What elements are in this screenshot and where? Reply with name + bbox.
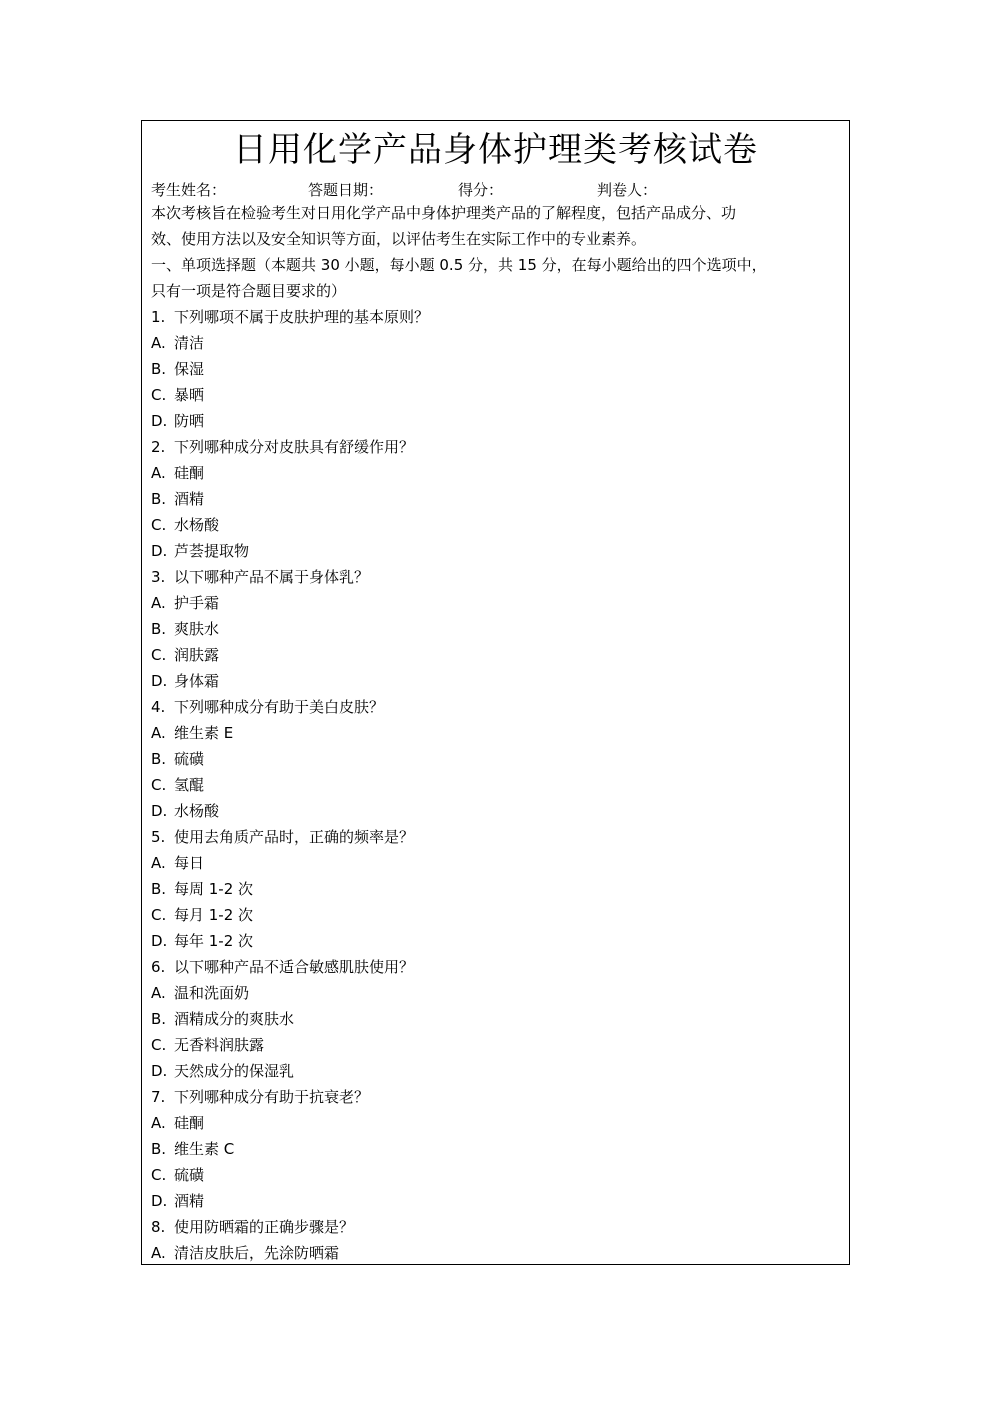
question-item [151, 1084, 369, 1110]
option-item [151, 1136, 234, 1162]
option-letter: D. [151, 932, 168, 950]
option-text: 维生素 C [174, 1140, 235, 1158]
option-text: 每周 1-2 次 [174, 880, 254, 898]
question-item [151, 1214, 354, 1240]
option-item [151, 850, 204, 876]
answer-date-label: 答题日期： [308, 181, 384, 199]
option-text: 每年 1-2 次 [174, 932, 254, 950]
option-letter: D. [151, 1062, 168, 1080]
question-item [151, 434, 414, 460]
option-letter: A. [151, 984, 166, 1002]
option-item [151, 928, 253, 954]
question-item [151, 304, 429, 330]
option-text: 氢醌 [174, 776, 205, 794]
option-item [151, 980, 249, 1006]
option-text: 身体霜 [174, 672, 220, 690]
option-item [151, 1162, 204, 1188]
option-text: 硅酮 [174, 1114, 205, 1132]
option-letter: C. [151, 776, 167, 794]
score-label: 得分： [458, 181, 504, 199]
option-item [151, 590, 219, 616]
question-number: 5. [151, 828, 166, 846]
option-text: 润肤露 [174, 646, 220, 664]
option-item [151, 1240, 339, 1266]
option-text: 维生素 E [174, 724, 234, 742]
option-item [151, 668, 219, 694]
option-item [151, 460, 204, 486]
option-text: 暴晒 [174, 386, 205, 404]
option-item [151, 1110, 204, 1136]
question-number: 7. [151, 1088, 166, 1106]
option-letter: A. [151, 464, 166, 482]
option-text: 酒精 [174, 1192, 205, 1210]
option-item [151, 798, 219, 824]
option-letter: D. [151, 672, 168, 690]
option-letter: B. [151, 750, 167, 768]
option-text: 酒精成分的爽肤水 [174, 1010, 295, 1028]
option-item [151, 1058, 294, 1084]
section-heading-line-2: 只有一项是符合题目要求的） [151, 282, 347, 300]
option-item [151, 356, 204, 382]
option-text: 芦荟提取物 [174, 542, 250, 560]
option-item [151, 1006, 294, 1032]
option-letter: B. [151, 1010, 167, 1028]
question-number: 1. [151, 308, 166, 326]
option-item [151, 642, 219, 668]
option-letter: A. [151, 1244, 166, 1262]
option-item [151, 772, 204, 798]
question-text: 下列哪种成分有助于美白皮肤？ [174, 698, 385, 716]
option-text: 爽肤水 [174, 620, 220, 638]
option-letter: C. [151, 646, 167, 664]
option-item [151, 876, 253, 902]
question-number: 2. [151, 438, 166, 456]
question-number: 6. [151, 958, 166, 976]
option-text: 温和洗面奶 [174, 984, 250, 1002]
question-text: 下列哪种成分有助于抗衰老？ [174, 1088, 370, 1106]
question-text: 以下哪种产品不适合敏感肌肤使用？ [174, 958, 415, 976]
option-text: 护手霜 [174, 594, 220, 612]
option-text: 硅酮 [174, 464, 205, 482]
question-item [151, 694, 384, 720]
option-item [151, 408, 204, 434]
question-item [151, 824, 414, 850]
option-text: 每月 1-2 次 [174, 906, 254, 924]
option-text: 水杨酸 [174, 802, 220, 820]
option-text: 保湿 [174, 360, 205, 378]
question-number: 8. [151, 1218, 166, 1236]
question-text: 以下哪种产品不属于身体乳？ [174, 568, 370, 586]
intro-line-1: 本次考核旨在检验考生对日用化学产品中身体护理类产品的了解程度，包括产品成分、功 [151, 204, 737, 222]
option-letter: D. [151, 802, 168, 820]
option-letter: A. [151, 724, 166, 742]
option-letter: A. [151, 854, 166, 872]
option-letter: A. [151, 334, 166, 352]
option-text: 天然成分的保湿乳 [174, 1062, 295, 1080]
option-letter: D. [151, 542, 168, 560]
exam-sheet [141, 120, 850, 1265]
option-item [151, 330, 204, 356]
option-item [151, 616, 219, 642]
option-letter: A. [151, 1114, 166, 1132]
section-heading-line-1: 一、单项选择题（本题共 30 小题，每小题 0.5 分，共 15 分，在每小题给出的四个选项中， [151, 256, 767, 274]
option-item [151, 746, 204, 772]
option-item [151, 486, 204, 512]
option-letter: C. [151, 386, 167, 404]
option-item [151, 902, 253, 928]
intro-line-2: 效、使用方法以及安全知识等方面，以评估考生在实际工作中的专业素养。 [151, 230, 647, 248]
option-item [151, 538, 249, 564]
option-text: 硫磺 [174, 750, 205, 768]
option-letter: D. [151, 412, 168, 430]
option-letter: B. [151, 880, 167, 898]
option-text: 清洁皮肤后，先涂防晒霜 [174, 1244, 340, 1262]
option-text: 无香料润肤露 [174, 1036, 265, 1054]
option-letter: B. [151, 490, 167, 508]
option-letter: D. [151, 1192, 168, 1210]
option-letter: B. [151, 360, 167, 378]
option-text: 硫磺 [174, 1166, 205, 1184]
question-text: 使用去角质产品时，正确的频率是？ [174, 828, 415, 846]
option-item [151, 1032, 264, 1058]
option-item [151, 1188, 204, 1214]
option-text: 水杨酸 [174, 516, 220, 534]
candidate-name-label: 考生姓名： [151, 181, 227, 199]
option-letter: B. [151, 620, 167, 638]
question-text: 下列哪种成分对皮肤具有舒缓作用？ [174, 438, 415, 456]
option-item [151, 512, 219, 538]
option-item [151, 382, 204, 408]
question-item [151, 564, 369, 590]
option-letter: C. [151, 1166, 167, 1184]
option-text: 防晒 [174, 412, 205, 430]
option-letter: C. [151, 1036, 167, 1054]
question-text: 使用防晒霜的正确步骤是？ [174, 1218, 355, 1236]
option-letter: B. [151, 1140, 167, 1158]
option-text: 酒精 [174, 490, 205, 508]
question-text: 下列哪项不属于皮肤护理的基本原则？ [174, 308, 430, 326]
option-text: 每日 [174, 854, 205, 872]
option-letter: A. [151, 594, 166, 612]
grader-label: 判卷人： [597, 181, 658, 199]
option-letter: C. [151, 516, 167, 534]
question-number: 4. [151, 698, 166, 716]
exam-title: 日用化学产品身体护理类考核试卷 [233, 130, 758, 170]
question-item [151, 954, 414, 980]
question-number: 3. [151, 568, 166, 586]
option-text: 清洁 [174, 334, 205, 352]
option-letter: C. [151, 906, 167, 924]
option-item [151, 720, 233, 746]
